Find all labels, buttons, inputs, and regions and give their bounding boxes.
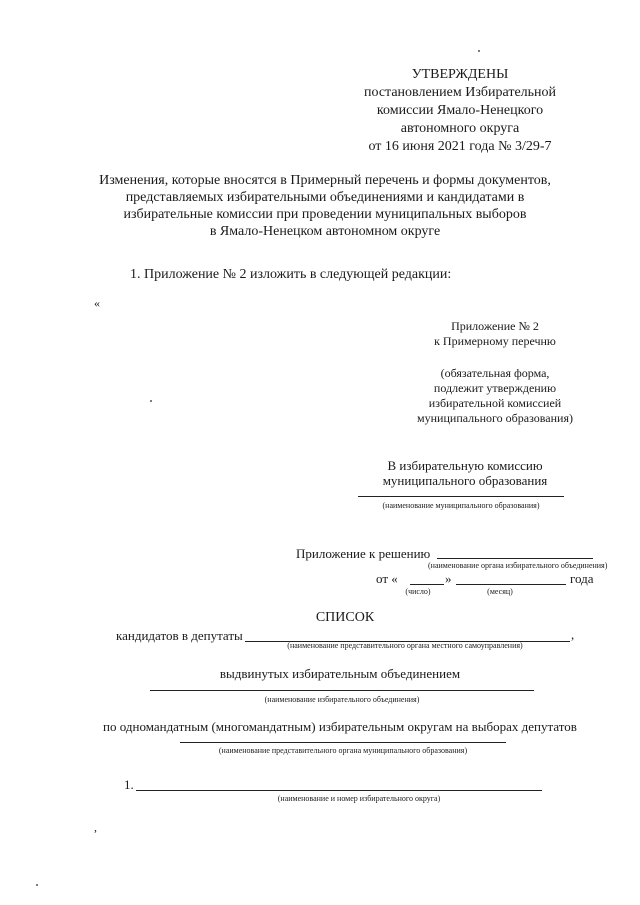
nominated-label: выдвинутых избирательным объединением [219, 666, 461, 681]
addressee-line-1: В избирательную комиссию [387, 458, 543, 473]
decision-from: от « [376, 571, 398, 586]
heading-line-3: избирательные комиссии при проведении муниципальных выборов [123, 207, 527, 222]
district-caption: (наименование и номер избирательного округа) [277, 794, 441, 803]
decision-label: Приложение к решению [296, 546, 431, 561]
district-number: 1. [124, 777, 134, 792]
form-note-line-1: (обязательная форма, [440, 366, 550, 380]
approval-line-1: постановлением Избирательной [363, 85, 557, 100]
day-caption: (число) [405, 587, 431, 596]
addressee-caption: (наименование муниципального образования) [382, 501, 540, 510]
decision-caption: (наименование органа избирательного объединения) [428, 561, 608, 570]
trailing-comma: , [94, 820, 97, 834]
appendix-line-2: к Примерному перечню [434, 334, 556, 348]
party-name-line[interactable] [150, 690, 534, 691]
party-body-line[interactable] [437, 558, 593, 559]
approval-line-3: автономного округа [400, 121, 520, 136]
decision-day-line[interactable] [410, 584, 444, 585]
scan-speck [478, 50, 480, 52]
municipality-name-line[interactable] [358, 496, 564, 497]
appendix-line-1: Приложение № 2 [451, 319, 539, 333]
item-1-instruction: 1. Приложение № 2 изложить в следующей редакции: [130, 267, 452, 282]
scan-speck [36, 884, 38, 886]
nominated-caption: (наименование избирательного объединения) [264, 695, 420, 704]
addressee-line-2: муниципального образования [382, 473, 548, 488]
month-caption: (месяц) [487, 587, 513, 596]
candidates-label: кандидатов в депутаты [116, 628, 243, 643]
decision-year: года [570, 571, 594, 586]
municipal-council-line[interactable] [180, 742, 506, 743]
districts-label: по одномандатным (многомандатным) избирательным округам на выборах депутатов [103, 719, 577, 734]
candidates-comma: , [571, 627, 575, 642]
form-note-line-3: избирательной комиссией [428, 396, 562, 410]
list-title: СПИСОК [315, 610, 375, 625]
decision-month-line[interactable] [456, 584, 566, 585]
approval-line-4: от 16 июня 2021 года № 3/29-7 [368, 139, 552, 154]
decision-quote-close: » [445, 571, 452, 586]
open-quote: « [94, 296, 100, 310]
form-note-line-2: подлежит утверждению [433, 381, 557, 395]
heading-line-4: в Ямало-Ненецком автономном округе [209, 224, 441, 239]
district-name-line[interactable] [136, 790, 542, 791]
approval-line-2: комиссии Ямало-Ненецкого [376, 103, 544, 118]
districts-caption: (наименование представительного органа муниципального образования) [218, 746, 468, 755]
approval-title: УТВЕРЖДЕНЫ [411, 67, 509, 82]
heading-line-2: представляемых избирательными объединениями и кандидатами в [125, 190, 525, 205]
scan-speck [150, 400, 152, 402]
heading-line-1: Изменения, которые вносятся в Примерный перечень и формы документов, [99, 173, 551, 188]
form-note-line-4: муниципального образования) [417, 411, 573, 425]
candidates-caption: (наименование представительного органа местного самоуправления) [287, 641, 523, 650]
